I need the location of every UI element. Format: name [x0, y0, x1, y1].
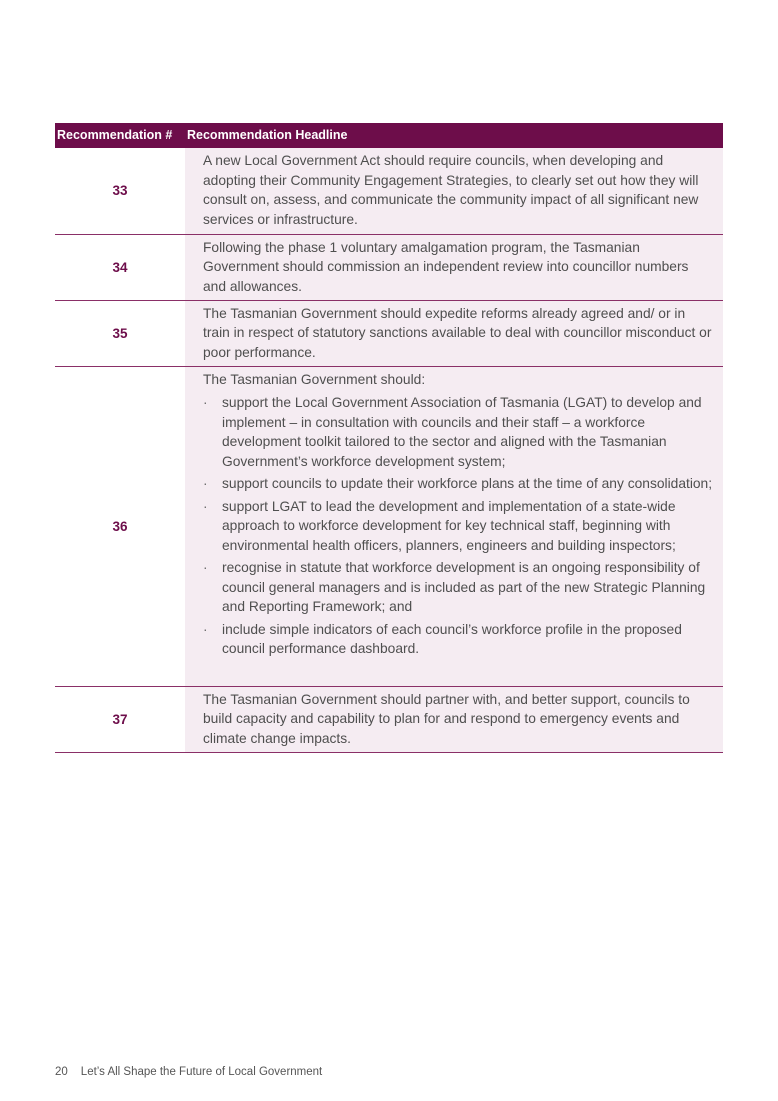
bullet-dot-icon: ·	[203, 621, 208, 637]
bullet-dot-icon: ·	[203, 395, 208, 410]
footer-title: Let’s All Shape the Future of Local Government	[80, 1066, 323, 1078]
page-number: 20	[55, 1066, 68, 1078]
recommendation-number: 37	[55, 686, 185, 752]
table-row	[55, 234, 723, 300]
recommendation-text: A new Local Government Act should require councils, when developing and adopting their Community Engagement Strategies, to clearly set out how they will consult on, assess, and communicate the community impact of all significant new services or infrastructure.	[203, 153, 699, 227]
recommendation-intro: The Tasmanian Government should:	[203, 371, 426, 387]
recommendation-headline	[185, 686, 723, 752]
bullet-item: · recognise in statute that workforce development is an ongoing responsibility of council general managers and is included as part of the new Strategic Planning and Reporting Framework; and	[203, 560, 706, 614]
recommendation-text: Following the phase 1 voluntary amalgamation program, the Tasmanian Government should commission an independent review into councillor numbers and allowances.	[203, 239, 689, 294]
bullet-item: · include simple indicators of each council’s workforce profile in the proposed council performance dashboard.	[203, 621, 682, 656]
bullet-dot-icon: ·	[203, 476, 208, 491]
header-recommendation-headline: Recommendation Headline	[185, 123, 723, 148]
recommendations-table	[55, 123, 723, 753]
recommendation-headline	[185, 148, 723, 234]
recommendation-number: 35	[55, 300, 185, 366]
bullet-item: · support LGAT to lead the development and implementation of a state-wide approach to workforce development for key technical staff, beginning with environmental health officers, planners, engineers and building inspectors;	[203, 498, 676, 553]
header-recommendation-number: Recommendation #	[55, 123, 185, 148]
table-header-row	[55, 123, 723, 148]
table-row	[55, 148, 723, 234]
recommendation-text: The Tasmanian Government should partner with, and better support, councils to build capacity and capability to plan for and respond to emergency events and climate change impacts.	[203, 691, 690, 746]
recommendation-number: 34	[55, 234, 185, 300]
recommendation-text: The Tasmanian Government should expedite reforms already agreed and/ or in train in respect of statutory sanctions available to deal with councillor misconduct or poor performance.	[203, 305, 712, 360]
bullet-dot-icon: ·	[203, 498, 208, 514]
bullet-item: · support the Local Government Association of Tasmania (LGAT) to develop and implement – in consultation with councils and their staff – a workforce development toolkit tailored to the sector and aligned with the Tasmanian Government’s workforce development system;	[203, 395, 702, 469]
recommendation-headline	[185, 234, 723, 300]
recommendation-number: 36	[55, 366, 185, 686]
page-footer	[55, 1066, 322, 1078]
table-row	[55, 686, 723, 752]
table-row	[55, 366, 723, 686]
table-row	[55, 300, 723, 366]
recommendation-headline	[185, 300, 723, 366]
recommendation-number: 33	[55, 148, 185, 234]
recommendation-headline	[185, 366, 723, 686]
bullet-list	[203, 393, 713, 659]
bullet-item: · support councils to update their workforce plans at the time of any consolidation;	[203, 474, 713, 494]
bullet-dot-icon: ·	[203, 560, 208, 575]
